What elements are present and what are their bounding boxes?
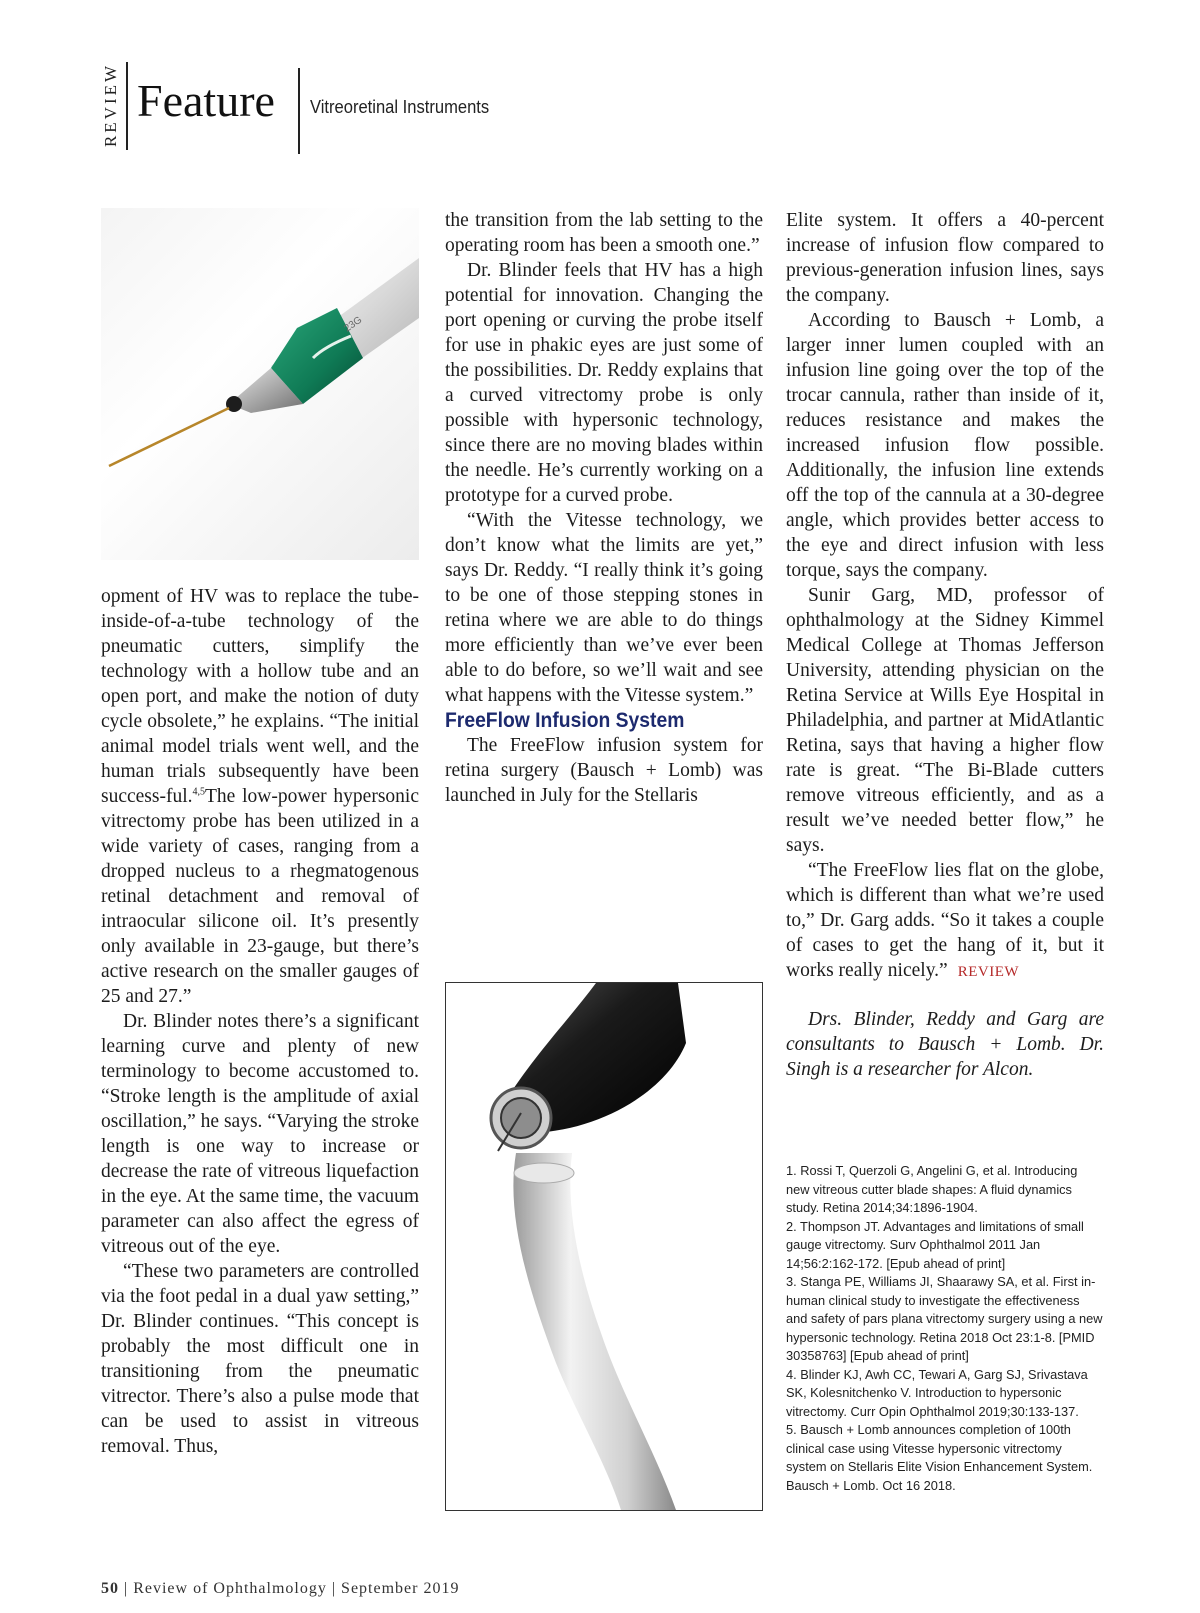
page-footer — [101, 1580, 459, 1598]
section-subhead: FreeFlow Infusion System — [445, 709, 685, 732]
paragraph — [786, 858, 1104, 985]
paragraph: According to Bausch + Lomb, a larger inner lumen coupled with an infusion line going over the top of the trocar cannula, rather than inside of it, reduces resistance and makes the increased infusion flow possible. Additionally, the infusion line extends off the top of the cannula at a 30-degree angle, which provides better access to the eye and direct infusion with less torque, says the company. — [786, 310, 1104, 581]
paragraph-text: opment of HV was to replace the tube-inside-of-a-tube technology of the pneumatic cutters, simplify the technology with a hollow tube and an open port, and make the notion of duty cycle obsolete,” he explains. “The initial animal model trials went well, and the human trials subsequently have been success-ful. — [101, 586, 419, 807]
publication-name: Review of Ophthalmology — [133, 1580, 327, 1597]
article-column-2 — [445, 208, 763, 808]
paragraph: “With the Vitesse technology, we don’t know what the limits are yet,” says Dr. Reddy. “I really think it’s going to be one of those stepping stones in retina where we are able to do things more efficiently than we’ve ever been able to do before, so we’ll wait and see what happens with the Vitesse system.” — [445, 510, 763, 706]
paragraph: The FreeFlow infusion system for retina surgery (Bausch + Lomb) was launched in July for the Stellaris — [445, 735, 763, 806]
end-mark: REVIEW — [957, 964, 1020, 980]
reference-item: 5. Bausch + Lomb announces completion of 100th clinical case using Vitesse hypersonic vitrectomy system on Stellaris Elite Vision Enhancement System. Bausch + Lomb. Oct 16 2018. — [786, 1422, 1093, 1493]
freeflow-cannula-photo — [445, 982, 763, 1511]
probe-illustration — [101, 208, 419, 560]
issue-date: September 2019 — [341, 1580, 460, 1597]
page-title: Feature — [137, 75, 275, 126]
reference-item: 3. Stanga PE, Williams JI, Shaarawy SA, et al. First in-human clinical study to investigate the effectiveness and safety of pars plana vitrectomy surgery using a new hypersonic technology. Retina 2018 Oct 23:1-8. [PMID 30358763] [Epub ahead of print] — [786, 1274, 1103, 1363]
hypersonic-probe-photo — [101, 208, 419, 560]
paragraph-text: “The FreeFlow lies flat on the globe, which is different than what we’re used to,” Dr. Garg adds. “So it takes a couple of cases to get the hang of it, but it works really nicely.” — [786, 860, 1104, 981]
footer-separator: | — [124, 1580, 129, 1597]
disclosure: Drs. Blinder, Reddy and Garg are consultants to Bausch + Lomb. Dr. Singh is a researcher for Alcon. — [786, 1009, 1104, 1080]
references-list — [786, 1162, 1104, 1495]
paragraph-text: The low-power hypersonic vitrectomy probe has been utilized in a wide variety of cases, ranging from a dropped nucleus to a rhegmatogenous retinal detachment and removal of intraocular silicone oil. It’s presently only available in 23-gauge, but there’s active research on the smaller gauges of 25 and 27.” — [101, 786, 419, 1007]
citation: 4,5 — [192, 786, 206, 798]
article-column-3 — [786, 208, 1104, 1082]
paragraph: Elite system. It offers a 40-percent increase of infusion flow compared to previous-generation infusion lines, says the company. — [786, 210, 1104, 306]
paragraph: “These two parameters are controlled via the foot pedal in a dual yaw setting,” Dr. Blinder continues. “This concept is probably the most difficult one in transitioning from the pneumatic vitrector. There’s also a pulse mode that can be used to assist in vitreous removal. Thus, — [101, 1261, 419, 1457]
page-subtitle: Vitreoretinal Instruments — [310, 97, 490, 117]
svg-text:23G: 23G — [342, 314, 365, 335]
header-divider — [298, 68, 300, 154]
footer-separator: | — [331, 1580, 337, 1597]
section-label: REVIEW — [101, 62, 120, 148]
header-divider — [126, 62, 128, 150]
cannula-illustration — [446, 983, 762, 1510]
paragraph — [101, 584, 419, 1009]
page-number: 50 — [101, 1580, 119, 1597]
paragraph: the transition from the lab setting to the operating room has been a smooth one.” — [445, 210, 763, 256]
reference-item: 1. Rossi T, Querzoli G, Angelini G, et al. Introducing new vitreous cutter blade shapes: A fluid dynamics study. Retina 2014;34:1896-1904. — [786, 1163, 1078, 1215]
paragraph: Sunir Garg, MD, professor of ophthalmology at the Sidney Kimmel Medical College at Thomas Jefferson University, attending physician on the Retina Service at Wills Eye Hospital in Philadelphia, and partner at MidAtlantic Retina, says that having a higher flow rate is great. “The Bi-Blade cutters remove vitreous efficiently, and as a result we’ve needed better flow,” he says. — [786, 585, 1104, 856]
article-column-1 — [101, 584, 419, 1459]
reference-item: 4. Blinder KJ, Awh CC, Tewari A, Garg SJ, Srivastava SK, Kolesnitchenko V. Introduction to hypersonic vitrectomy. Curr Opin Ophthalmol 2019;30:133-137. — [786, 1366, 1088, 1419]
section-label-vertical — [95, 60, 127, 150]
reference-item: 2. Thompson JT. Advantages and limitations of small gauge vitrectomy. Surv Ophthalmol 2011 Jan 14;56:2:162-172. [Epub ahead of print] — [786, 1218, 1084, 1271]
paragraph: Dr. Blinder notes there’s a significant learning curve and plenty of new terminology to become accustomed to. “Stroke length is the amplitude of axial oscillation,” he says. “Varying the stroke length is one way to increase or decrease the rate of vitreous liquefaction in the eye. At the same time, the vacuum parameter can also affect the egress of vitreous out of the eye. — [101, 1011, 419, 1257]
paragraph: Dr. Blinder feels that HV has a high potential for innovation. Changing the port opening or curving the probe itself for use in phakic eyes are just some of the possibilities. Dr. Reddy explains that a curved vitrectomy probe is only possible with hypersonic technology, since there are no moving blades within the needle. He’s currently working on a prototype for a curved probe. — [445, 260, 763, 506]
